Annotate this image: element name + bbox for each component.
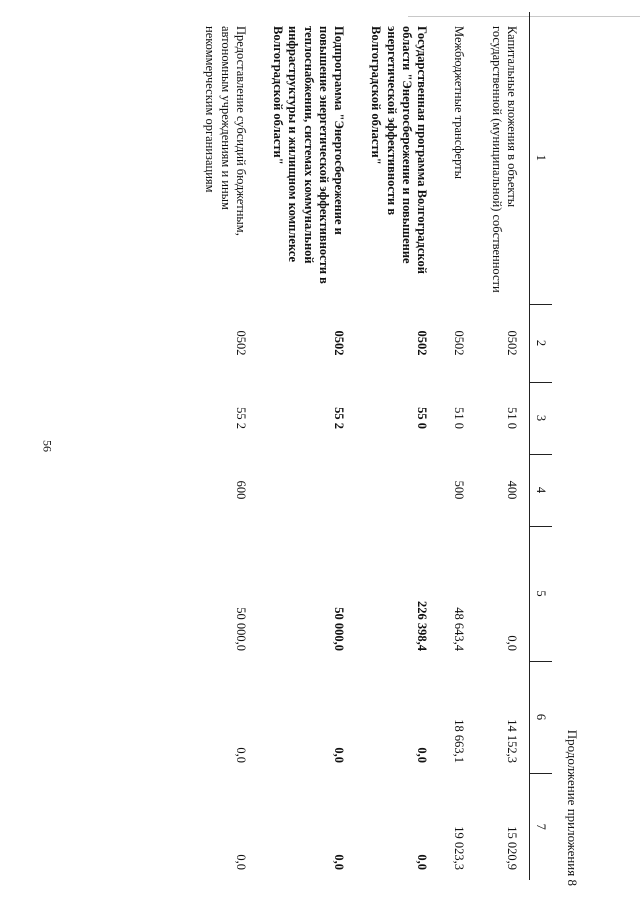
page-number: 56 [40,440,55,452]
row-name: Государственная программа Волгоградской области "Энергосбережение и повышение энергетической эффективности в Волгоградской области" [369,26,430,274]
table-row [190,12,258,880]
column-header-3: 3 [530,382,553,454]
row-amount-col5: 0,0 [505,635,519,651]
table-row [356,12,439,880]
row-target-code: 55 2 [234,407,248,429]
header-row [530,12,553,880]
row-amount-col6: 18 663,1 [452,719,467,763]
row-section-code: 0502 [505,330,519,356]
row-amount-col7: 0,0 [332,854,347,870]
row-amount-col7: 0,0 [234,854,248,870]
row-amount-col7: 19 023,3 [452,826,467,870]
row-amount-col7: 0,0 [415,854,430,870]
column-header-4: 4 [530,454,553,526]
budget-table [190,12,552,880]
column-header-1: 1 [530,12,553,304]
row-section-code: 0502 [415,330,430,356]
row-amount-col5: 48 643,4 [452,607,467,651]
row-target-code: 51 0 [505,407,519,429]
column-header-5: 5 [530,526,553,661]
row-amount-col6: 0,0 [415,747,430,763]
row-expense-type [258,454,356,526]
row-expense-type [356,454,439,526]
row-name: Предоставление субсидий бюджетным, автономным учреждениям и иным некоммерческим организациям [203,26,248,236]
row-amount-col6: 14 152,3 [505,719,519,763]
column-header-2: 2 [530,304,553,382]
row-target-code: 55 2 [332,407,347,429]
column-header-7: 7 [530,773,553,880]
row-amount-col6: 0,0 [332,747,347,763]
row-expense-type: 600 [234,480,248,500]
row-section-code: 0502 [332,330,347,356]
row-expense-type: 400 [505,480,519,500]
column-header-6: 6 [530,661,553,773]
row-section-code: 0502 [234,330,248,356]
row-target-code: 55 0 [415,407,430,429]
row-amount-col5: 50 000,0 [234,607,248,651]
appendix-caption: Продолжение приложения 8 [565,729,580,886]
table-row [439,12,476,880]
row-name: Капитальные вложения в объекты государственной (муниципальной) собственности [489,26,519,293]
row-amount-col6: 0,0 [234,747,248,763]
row-target-code: 51 0 [452,407,467,429]
table-row [477,12,530,880]
row-amount-col5: 226 398,4 [415,601,430,651]
rotated-page-content [82,12,582,892]
row-name: Межбюджетные трансферты [452,26,467,180]
row-amount-col7: 15 020,9 [505,826,519,870]
table-row [258,12,356,880]
row-section-code: 0502 [452,330,467,356]
row-amount-col5: 50 000,0 [332,607,347,651]
row-name: Подпрограмма "Энергосбережение и повышение энергетической эффективности в теплоснабжении, системах коммунальной инфраструктуры и жилищном комплексе Волгоградской области" [271,26,347,284]
row-expense-type: 500 [452,480,467,500]
